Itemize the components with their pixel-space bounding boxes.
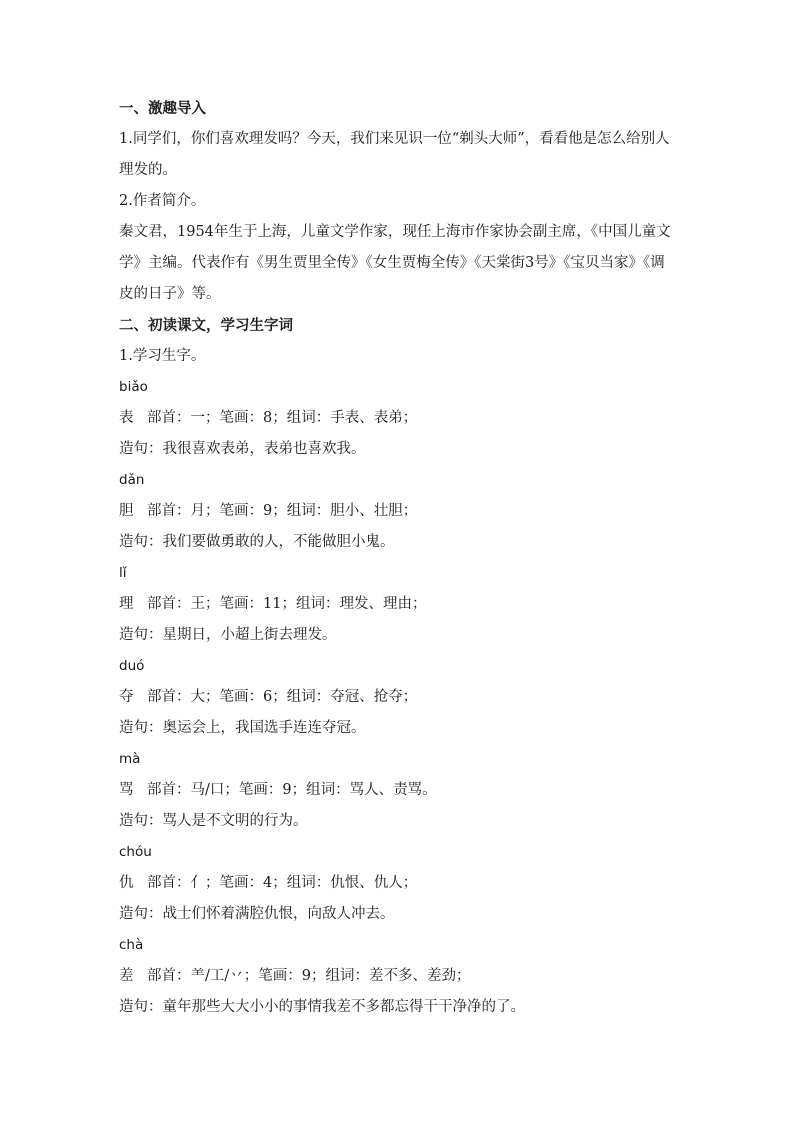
- character-entry-cha: [119, 930, 679, 1023]
- character-entry-ma: [119, 744, 679, 837]
- character-entry-dan: [119, 465, 679, 558]
- character-details: [119, 961, 679, 992]
- example-sentence: 造句：奥运会上，我国选手连连夺冠。: [119, 720, 366, 736]
- subheading-learn-characters: 1.学习生字。: [119, 348, 206, 364]
- example-sentence: 造句：星期日，小超上街去理发。: [119, 627, 337, 643]
- example-sentence: 造句：我们要做勇敢的人，不能做胆小鬼。: [119, 534, 395, 550]
- character-details: [119, 496, 679, 527]
- section-heading-reading: 二、初读课文，学习生字词: [119, 317, 293, 334]
- character-info: 部首：王；笔画：11；组词：理发、理由；: [147, 596, 427, 612]
- example-sentence: 造句：战士们怀着满腔仇恨，向敌人冲去。: [119, 906, 395, 922]
- pinyin: duó: [119, 658, 145, 674]
- character: 仇: [119, 875, 134, 891]
- document-page: [119, 93, 679, 1023]
- example-sentence: 造句：童年那些大大小小的事情我差不多都忘得干干净净的了。: [119, 999, 525, 1015]
- character-entry-duo: [119, 651, 679, 744]
- character: 理: [119, 596, 134, 612]
- character-details: [119, 775, 679, 806]
- character-info: 部首：⺷/工/丷；笔画：9；组词：差不多、差劲；: [147, 968, 471, 984]
- pinyin: lǐ: [119, 565, 127, 581]
- character-info: 部首：月；笔画：9；组词：胆小、壮胆；: [147, 503, 418, 519]
- character-details: [119, 682, 679, 713]
- character: 胆: [119, 503, 134, 519]
- character-details: [119, 589, 679, 620]
- example-sentence: 造句：我很喜欢表弟，表弟也喜欢我。: [119, 441, 366, 457]
- pinyin: chà: [119, 937, 144, 953]
- character: 表: [119, 410, 134, 426]
- paragraph-intro-question: 1.同学们，你们喜欢理发吗？今天，我们来见识一位“剃头大师”，看看他是怎么给别人理发的。: [119, 131, 670, 178]
- section-heading-intro: 一、激趣导入: [119, 100, 206, 117]
- character-info: 部首：马/口；笔画：9；组词：骂人、责骂。: [147, 782, 437, 798]
- character: 骂: [119, 782, 134, 798]
- character-entry-chou: [119, 837, 679, 930]
- character: 夺: [119, 689, 134, 705]
- character-details: [119, 868, 679, 899]
- character-info: 部首：大；笔画：6；组词：夺冠、抢夺；: [147, 689, 418, 705]
- example-sentence: 造句：骂人是不文明的行为。: [119, 813, 308, 829]
- pinyin: biǎo: [119, 379, 148, 395]
- character-info: 部首：一；笔画：8；组词：手表、表弟；: [147, 410, 418, 426]
- paragraph-author-bio: 秦文君，1954年生于上海，儿童文学作家，现任上海市作家协会副主席，《中国儿童文学》主编。代表作有《男生贾里全传》《女生贾梅全传》《天棠街3号》《宝贝当家》《调皮的日子》等。: [119, 224, 671, 302]
- pinyin: dǎn: [119, 472, 145, 488]
- character: 差: [119, 968, 134, 984]
- character-info: 部首：亻；笔画：4；组词：仇恨、仇人；: [147, 875, 418, 891]
- paragraph-author-title: 2.作者简介。: [119, 193, 206, 209]
- pinyin: mà: [119, 751, 141, 767]
- character-details: [119, 403, 679, 434]
- character-entry-biao: [119, 372, 679, 465]
- character-entry-li: [119, 558, 679, 651]
- pinyin: chóu: [119, 844, 152, 860]
